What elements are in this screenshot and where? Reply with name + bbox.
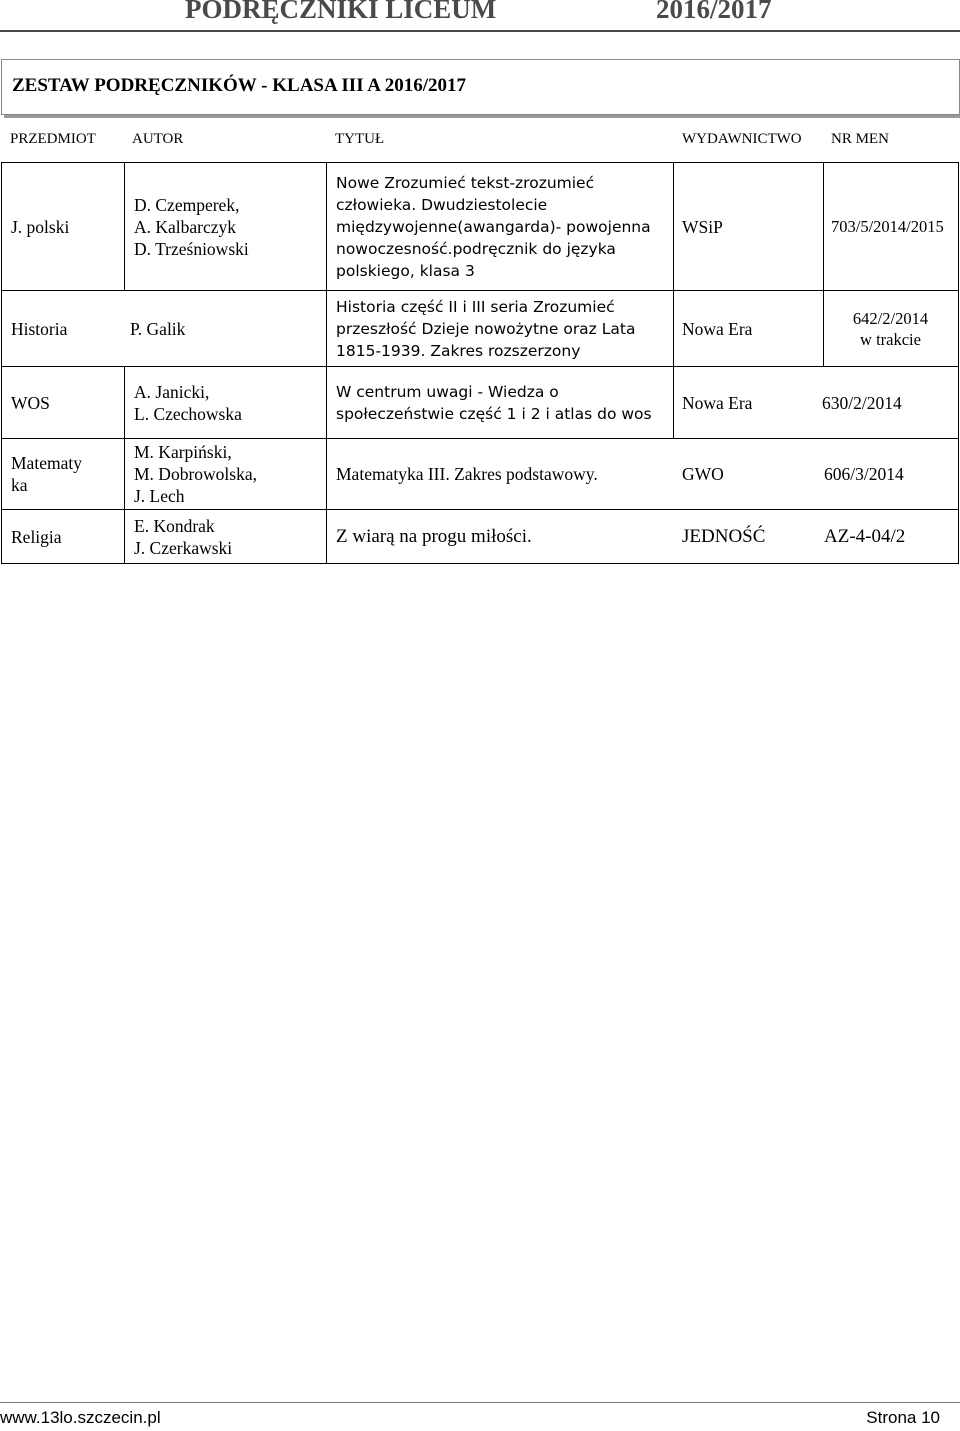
subject-author-cell — [2, 291, 327, 367]
title-cell: W centrum uwagi - Wiedza o społeczeństwie część 1 i 2 i atlas do wos — [327, 367, 674, 439]
subject-cell: J. polski — [2, 163, 125, 291]
author-cell — [125, 367, 327, 439]
subject-text: Historia — [11, 318, 68, 339]
col-publisher: WYDAWNICTWO — [682, 131, 802, 147]
subject-line: Matematy — [11, 453, 82, 473]
men-text: 630/2/2014 — [822, 392, 902, 413]
title-cell: Nowe Zrozumieć tekst-zrozumieć człowieka. Dwudziestolecie międzywojenne(awangarda)- powojenna nowoczesność.podręcznik do języka polskiego, klasa 3 — [327, 163, 674, 291]
set-title: ZESTAW PODRĘCZNIKÓW - KLASA III A 2016/2017 — [12, 75, 466, 96]
author-text: P. Galik — [130, 318, 186, 339]
subject-cell: WOS — [2, 367, 125, 439]
header-year: 2016/2017 — [656, 0, 772, 24]
publisher-men-cell — [674, 367, 959, 439]
author-line: D. Czemperek, — [134, 194, 240, 215]
footer-url[interactable]: www.13lo.szczecin.pl — [0, 1408, 161, 1427]
men-cell — [824, 291, 959, 367]
subject-cell: Religia — [2, 510, 125, 564]
publisher-text: GWO — [682, 464, 724, 484]
author-cell — [125, 510, 327, 564]
publisher-cell: WSiP — [674, 163, 824, 291]
title-publisher-men-cell — [327, 510, 959, 564]
author-line: D. Trześniowski — [134, 238, 249, 259]
author-line: J. Lech — [134, 486, 185, 506]
men-text: 606/3/2014 — [824, 464, 904, 484]
men-cell: 703/5/2014/2015 — [824, 163, 959, 291]
subject-cell — [2, 439, 125, 510]
title-text: Z wiarą na progu miłości. — [336, 525, 532, 547]
table-row — [2, 367, 959, 439]
page-number: Strona 10 — [866, 1408, 940, 1427]
subject-line: ka — [11, 475, 28, 495]
author-line: M. Dobrowolska, — [134, 464, 257, 484]
title-publisher-men-cell — [327, 439, 959, 510]
publisher-text: Nowa Era — [682, 392, 753, 413]
author-line: J. Czerkawski — [134, 537, 233, 558]
publisher-text: JEDNOŚĆ — [682, 525, 766, 547]
header-title: PODRĘCZNIKI LICEUM — [185, 0, 497, 24]
table-row — [2, 291, 959, 367]
table-row — [2, 163, 959, 291]
author-cell — [125, 163, 327, 291]
author-line: A. Janicki, — [134, 381, 210, 402]
col-subject: PRZEDMIOT — [10, 131, 96, 147]
men-status: w trakcie — [860, 329, 921, 349]
set-title-box — [1, 59, 960, 115]
men-number: 642/2/2014 — [852, 308, 929, 328]
page-footer — [0, 1402, 960, 1431]
author-cell — [125, 439, 327, 510]
col-author: AUTOR — [132, 131, 184, 147]
author-line: L. Czechowska — [134, 403, 242, 424]
col-title: TYTUŁ — [335, 131, 385, 147]
page-header — [0, 0, 960, 32]
men-text: AZ-4-04/2 — [824, 525, 906, 547]
column-headers — [0, 131, 960, 151]
title-cell: Historia część II i III seria Zrozumieć przeszłość Dzieje nowożytne oraz Lata 1815-1939. Zakres rozszerzony — [327, 291, 674, 367]
author-line: A. Kalbarczyk — [134, 216, 237, 237]
title-text: Matematyka III. Zakres podstawowy. — [336, 464, 598, 484]
author-line: M. Karpiński, — [134, 442, 232, 462]
table-row — [2, 439, 959, 510]
table-row — [2, 510, 959, 564]
publisher-cell: Nowa Era — [674, 291, 824, 367]
col-men: NR MEN — [831, 131, 889, 147]
textbook-table — [1, 162, 959, 564]
author-line: E. Kondrak — [134, 515, 215, 536]
